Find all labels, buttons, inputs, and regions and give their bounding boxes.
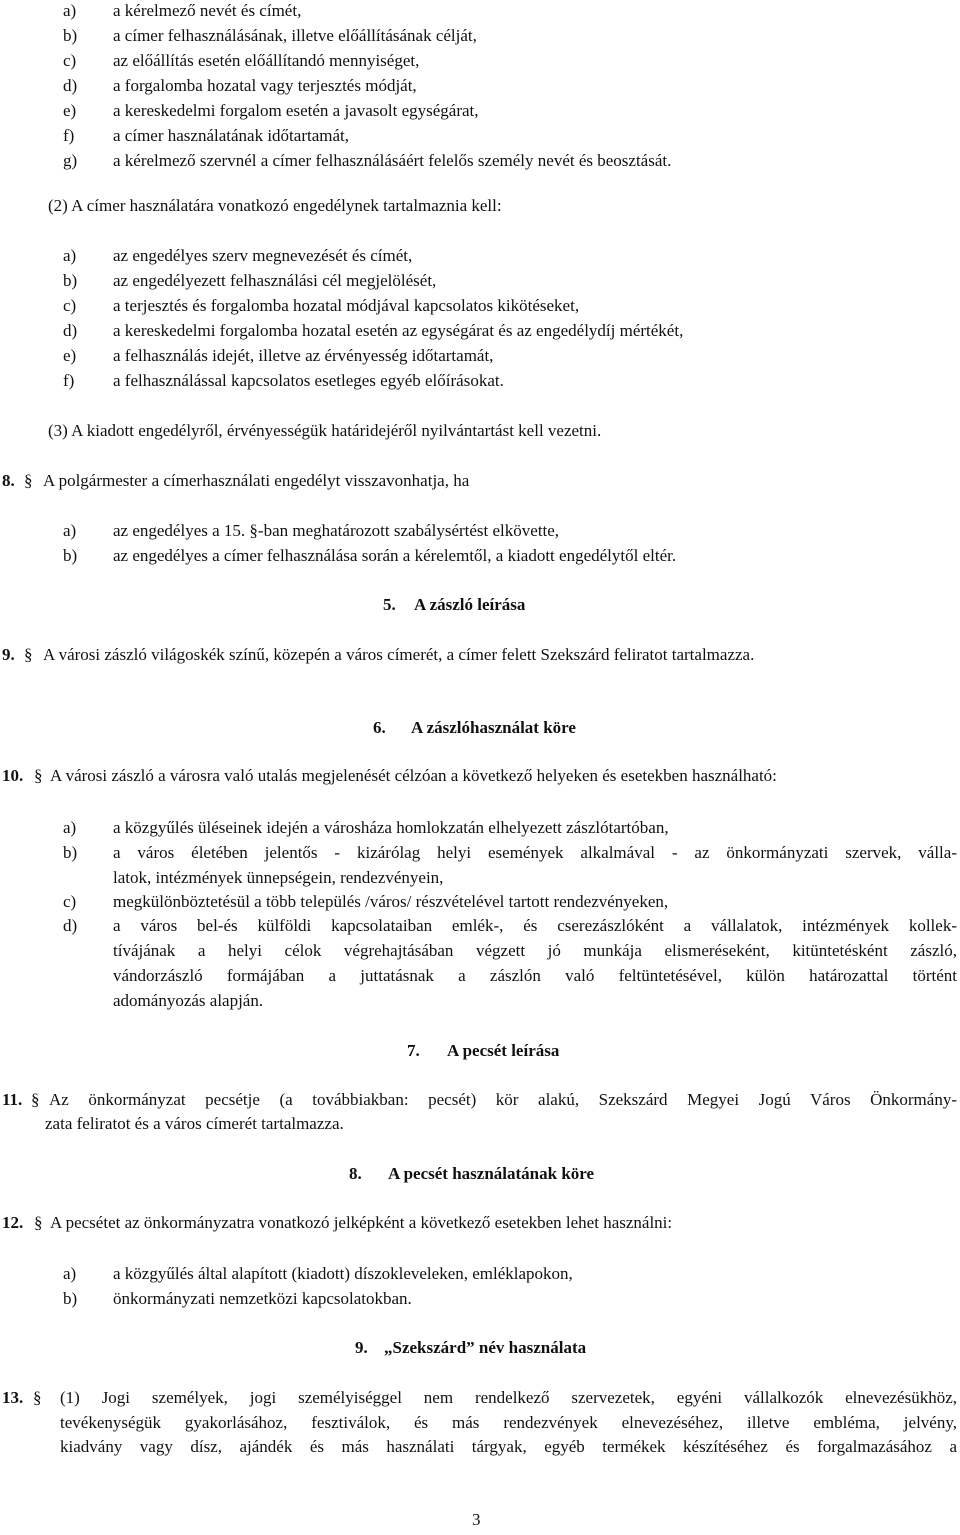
list-item: az előállítás esetén előállítandó mennyiséget, bbox=[113, 51, 420, 70]
section-sign: § bbox=[24, 645, 33, 664]
heading-number: 6. bbox=[373, 718, 386, 737]
heading-number: 7. bbox=[407, 1041, 420, 1060]
list-item-continuation: tívájának a helyi célok végrehajtásában végzett jó munkája elismeréseként, kitüntetésként zászló, bbox=[113, 941, 957, 960]
section-sign: § bbox=[31, 1090, 40, 1109]
list-item: a felhasználás idejét, illetve az érvényesség időtartamát, bbox=[113, 346, 494, 365]
list-item: a város bel-és külföldi kapcsolataiban emlék-, és cserezászlóként a vállalatok, intézmények kollek- bbox=[113, 916, 957, 935]
list-item-continuation: latok, intézmények ünnepségein, rendezvényein, bbox=[113, 868, 444, 887]
section-number: 12. bbox=[2, 1213, 24, 1232]
section-sign: § bbox=[33, 1388, 42, 1407]
section-10-text: A városi zászló a városra való utalás megjelenését célzóan a következő helyeken és esetekben használható: bbox=[50, 766, 777, 785]
list-marker: c) bbox=[63, 892, 77, 911]
heading-title: A pecsét leírása bbox=[447, 1041, 560, 1060]
section-8-text: A polgármester a címerhasználati engedélyt visszavonhatja, ha bbox=[43, 471, 470, 490]
list-item: a kérelmező nevét és címét, bbox=[113, 1, 302, 20]
list-marker: a) bbox=[63, 818, 77, 837]
list-marker: d) bbox=[63, 76, 78, 95]
list-marker: b) bbox=[63, 26, 78, 45]
list-item: a címer felhasználásának, illetve előállításának célját, bbox=[113, 26, 477, 45]
paragraph-3: (3) A kiadott engedélyről, érvényességük határidejéről nyilvántartást kell vezetni. bbox=[48, 421, 602, 440]
heading-title: A zászlóhasználat köre bbox=[411, 718, 576, 737]
section-13-continuation: tevékenységük gyakorlásához, fesztiválok, és más rendezvények elnevezéséhez, illetve embléma, jelvény, bbox=[60, 1413, 957, 1432]
section-sign: § bbox=[34, 1213, 43, 1232]
list-item: a forgalomba hozatal vagy terjesztés módját, bbox=[113, 76, 417, 95]
heading-title: „Szekszárd” név használata bbox=[384, 1338, 587, 1357]
list-item: a kérelmező szervnél a címer felhasználásáért felelős személy nevét és beosztását. bbox=[113, 151, 672, 170]
section-11-text: Az önkormányzat pecsétje (a továbbiakban: pecsét) kör alakú, Szekszárd Megyei Jogú Város Önkormány- bbox=[49, 1090, 957, 1109]
section-13-continuation: kiadvány vagy dísz, ajándék és más használati tárgyak, egyéb termékek készítéséhez és forgalmazásához a bbox=[60, 1437, 957, 1456]
section-11-continuation: zata feliratot és a város címerét tartalmazza. bbox=[45, 1114, 344, 1133]
list-item: megkülönböztetésül a több település /város/ részvételével tartott rendezvényeken, bbox=[113, 892, 669, 911]
list-item: a terjesztés és forgalomba hozatal módjával kapcsolatos kikötéseket, bbox=[113, 296, 580, 315]
list-item-continuation: adományozás alapján. bbox=[113, 991, 264, 1010]
list-marker: a) bbox=[63, 1, 77, 20]
list-marker: c) bbox=[63, 51, 77, 70]
list-marker: g) bbox=[63, 151, 78, 170]
list-item-continuation: vándorzászló formájában a juttatásnak a zászlón való feltüntetésével, külön határozattal történt bbox=[113, 966, 957, 985]
list-marker: a) bbox=[63, 521, 77, 540]
list-item: a kereskedelmi forgalom esetén a javasolt egységárat, bbox=[113, 101, 479, 120]
heading-number: 8. bbox=[349, 1164, 362, 1183]
list-item: a felhasználással kapcsolatos esetleges egyéb előírásokat. bbox=[113, 371, 504, 390]
list-marker: d) bbox=[63, 916, 78, 935]
list-marker: d) bbox=[63, 321, 78, 340]
list-marker: f) bbox=[63, 126, 75, 145]
page-number: 3 bbox=[472, 1510, 481, 1529]
section-13-text: (1) Jogi személyek, jogi személyiséggel nem rendelkező szervezetek, egyéni vállalkozók elnevezésükhöz, bbox=[60, 1388, 957, 1407]
list-item: a címer használatának időtartamát, bbox=[113, 126, 349, 145]
list-marker: e) bbox=[63, 101, 77, 120]
list-item: az engedélyes a 15. §-ban meghatározott szabálysértést elkövette, bbox=[113, 521, 560, 540]
heading-title: A pecsét használatának köre bbox=[388, 1164, 595, 1183]
list-marker: f) bbox=[63, 371, 75, 390]
section-number: 10. bbox=[2, 766, 24, 785]
section-sign: § bbox=[34, 766, 43, 785]
list-marker: a) bbox=[63, 246, 77, 265]
section-number: 13. bbox=[2, 1388, 24, 1407]
list-item: önkormányzati nemzetközi kapcsolatokban. bbox=[113, 1289, 412, 1308]
section-12-text: A pecsétet az önkormányzatra vonatkozó jelképként a következő esetekben lehet használni: bbox=[50, 1213, 673, 1232]
heading-number: 9. bbox=[355, 1338, 368, 1357]
heading-number: 5. bbox=[383, 595, 396, 614]
section-number: 9. bbox=[2, 645, 15, 664]
list-marker: b) bbox=[63, 271, 78, 290]
list-marker: b) bbox=[63, 1289, 78, 1308]
list-marker: e) bbox=[63, 346, 77, 365]
list-item: az engedélyezett felhasználási cél megjelölését, bbox=[113, 271, 437, 290]
heading-title: A zászló leírása bbox=[414, 595, 526, 614]
section-sign: § bbox=[24, 471, 33, 490]
section-9-text: A városi zászló világoskék színű, közepén a város címerét, a címer felett Szekszárd feliratot tartalmazza. bbox=[43, 645, 755, 664]
list-item: a kereskedelmi forgalomba hozatal esetén az egységárat és az engedélydíj mértékét, bbox=[113, 321, 684, 340]
list-item: a város életében jelentős - kizárólag helyi események alkalmával - az önkormányzati szervek, válla- bbox=[113, 843, 957, 862]
list-marker: c) bbox=[63, 296, 77, 315]
list-item: az engedélyes a címer felhasználása során a kérelemtől, a kiadott engedélytől eltér. bbox=[113, 546, 677, 565]
section-number: 11. bbox=[2, 1090, 23, 1109]
list-marker: a) bbox=[63, 1264, 77, 1283]
section-number: 8. bbox=[2, 471, 15, 490]
list-item: a közgyűlés által alapított (kiadott) díszokleveleken, emléklapokon, bbox=[113, 1264, 573, 1283]
list-marker: b) bbox=[63, 843, 78, 862]
paragraph-2-intro: (2) A címer használatára vonatkozó engedélynek tartalmaznia kell: bbox=[48, 196, 502, 215]
list-item: a közgyűlés üléseinek idején a városháza homlokzatán elhelyezett zászlótartóban, bbox=[113, 818, 669, 837]
list-item: az engedélyes szerv megnevezését és címét, bbox=[113, 246, 413, 265]
list-marker: b) bbox=[63, 546, 78, 565]
